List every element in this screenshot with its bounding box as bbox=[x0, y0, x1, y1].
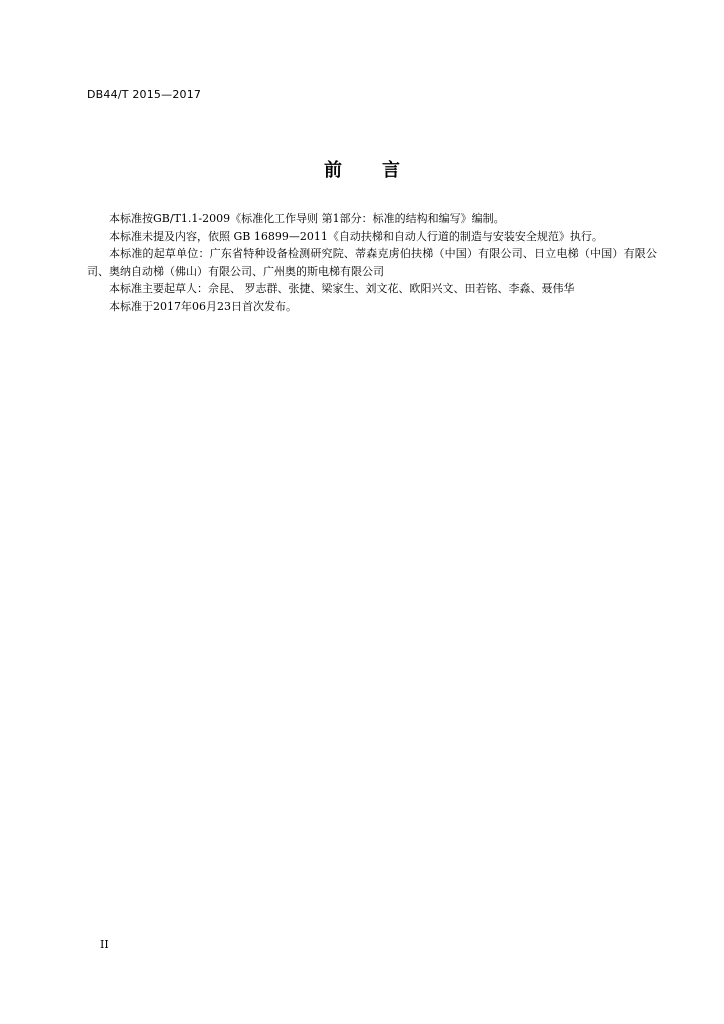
paragraph-drafters: 本标准主要起草人：佘昆、 罗志群、张捷、梁家生、刘文花、欧阳兴文、田若铭、李淼、聂伟华 bbox=[109, 282, 575, 295]
paragraph-reference-standard: 本标准未提及内容，依照 GB 16899—2011《自动扶梯和自动人行道的制造与安装安全规范》执行。 bbox=[109, 229, 603, 243]
foreword-body bbox=[87, 210, 657, 315]
standard-code: DB44/T 2015—2017 bbox=[87, 88, 202, 101]
paragraph-drafting-rules: 本标准按GB/T1.1-2009《标准化工作导则 第1部分：标准的结构和编写》编制。 bbox=[109, 212, 505, 225]
page-number: II bbox=[100, 938, 109, 951]
page-title bbox=[0, 156, 724, 182]
title-char-2: 言 bbox=[382, 160, 400, 181]
paragraph-release-date: 本标准于2017年06月23日首次发布。 bbox=[109, 299, 297, 313]
title-char-1: 前 bbox=[324, 160, 342, 181]
paragraph-drafting-units: 本标准的起草单位：广东省特种设备检测研究院、蒂森克虏伯扶梯（中国）有限公司、日立电梯（中国）有限公司、奥纳自动梯（佛山）有限公司、广州奥的斯电梯有限公司 bbox=[87, 247, 657, 278]
